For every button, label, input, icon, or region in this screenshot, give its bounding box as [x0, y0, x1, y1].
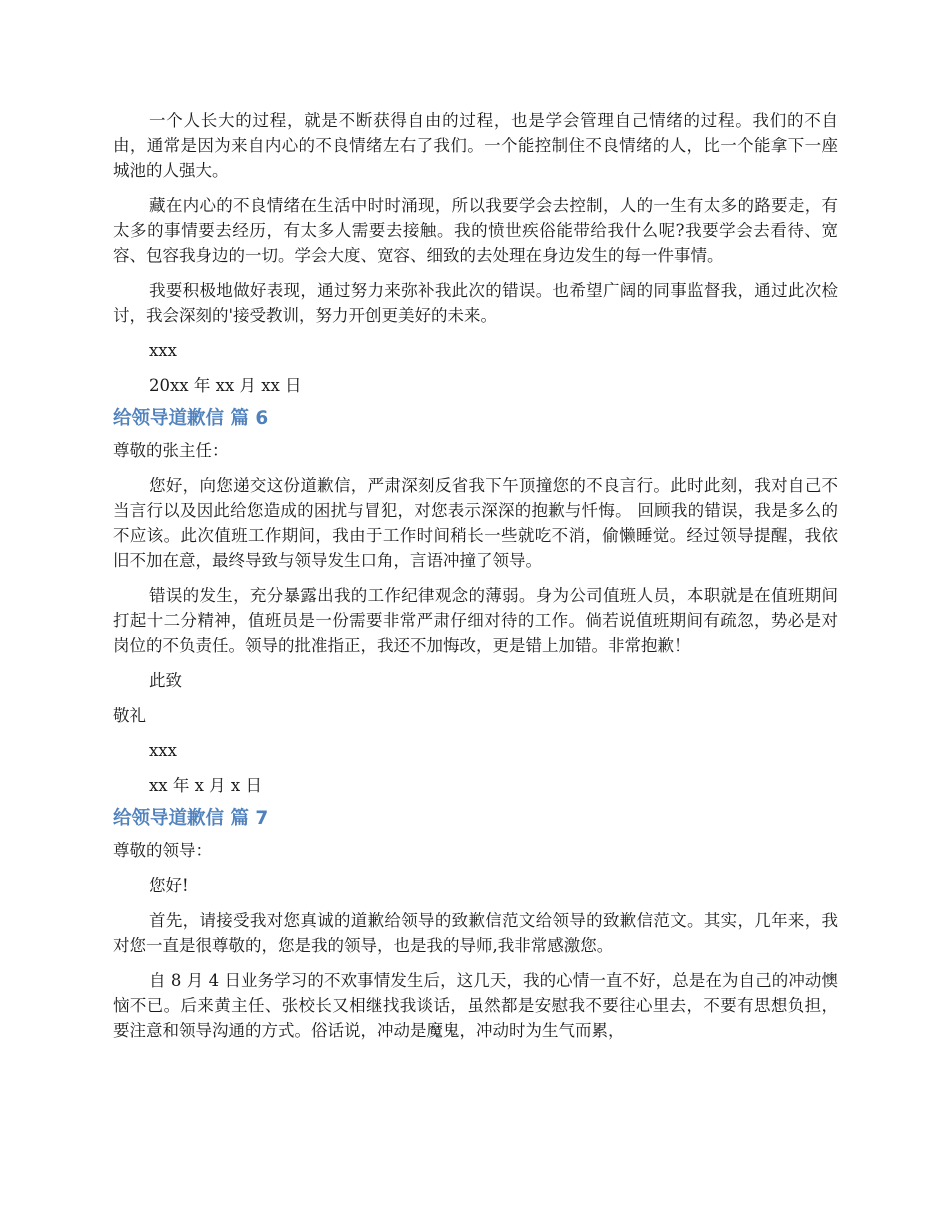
section-heading: 给领导道歉信 篇 7 [113, 808, 269, 829]
salutation: 尊敬的张主任： [113, 441, 229, 460]
closing-line: 此致 [149, 671, 182, 690]
paragraph: 藏在内心的不良情绪在生活中时时涌现，所以我要学会去控制，人的一生有太多的路要走，有太多的事情要去经历，有太多人需要去接触。我的愤世疾俗能带给我什么呢?我要学会去看待、宽容、包容我身边的一切。学会大度、宽容、细致的去处理在身边发生的每一件事情。 [113, 196, 838, 265]
paragraph: 自 8 月 4 日业务学习的不欢事情发生后，这几天，我的心情一直不好，总是在为自己的冲动懊恼不已。后来黄主任、张校长又相继找我谈话，虽然都是安慰我不要往心里去，不要有思想负担，要注意和领导沟通的方式。俗话说，冲动是魔鬼，冲动时为生气而累， [113, 971, 838, 1040]
date: 20xx 年 xx 月 xx 日 [149, 376, 302, 395]
document-page [113, 108, 838, 1043]
section-heading: 给领导道歉信 篇 6 [113, 408, 269, 429]
date: xx 年 x 月 x 日 [149, 776, 262, 795]
paragraph: 我要积极地做好表现，通过努力来弥补我此次的错误。也希望广阔的同事监督我，通过此次检讨，我会深刻的'接受教训，努力开创更美好的未来。 [113, 281, 838, 325]
paragraph: 您好，向您递交这份道歉信，严肃深刻反省我下午顶撞您的不良言行。此时此刻，我对自己不当言行以及因此给您造成的困扰与冒犯，对您表示深深的抱歉与忏悔。 回顾我的错误，我是多么的不应该。此次值班工作期间，我由于工作时间稍长一些就吃不消，偷懒睡觉。经过领导提醒，我依旧不加在意，最终导致与领导发生口角，言语冲撞了领导。 [113, 476, 838, 570]
signature: xxx [149, 741, 177, 760]
salutation: 尊敬的领导： [113, 841, 212, 860]
closing-line: 敬礼 [113, 706, 146, 725]
signature: xxx [149, 341, 177, 360]
paragraph: 首先，请接受我对您真诚的道歉给领导的致歉信范文给领导的致歉信范文。其实，几年来，我对您一直是很尊敬的，您是我的领导，也是我的导师,我非常感激您。 [113, 911, 838, 955]
greeting: 您好! [149, 876, 189, 895]
paragraph: 错误的发生，充分暴露出我的工作纪律观念的薄弱。身为公司值班人员，本职就是在值班期间打起十二分精神，值班员是一份需要非常严肃仔细对待的工作。倘若说值班期间有疏忽，势必是对岗位的不负责任。领导的批准指正，我还不加悔改，更是错上加错。非常抱歉！ [113, 586, 838, 655]
paragraph: 一个人长大的过程，就是不断获得自由的过程，也是学会管理自己情绪的过程。我们的不自由，通常是因为来自内心的不良情绪左右了我们。一个能控制住不良情绪的人，比一个能拿下一座城池的人强大。 [113, 111, 838, 180]
